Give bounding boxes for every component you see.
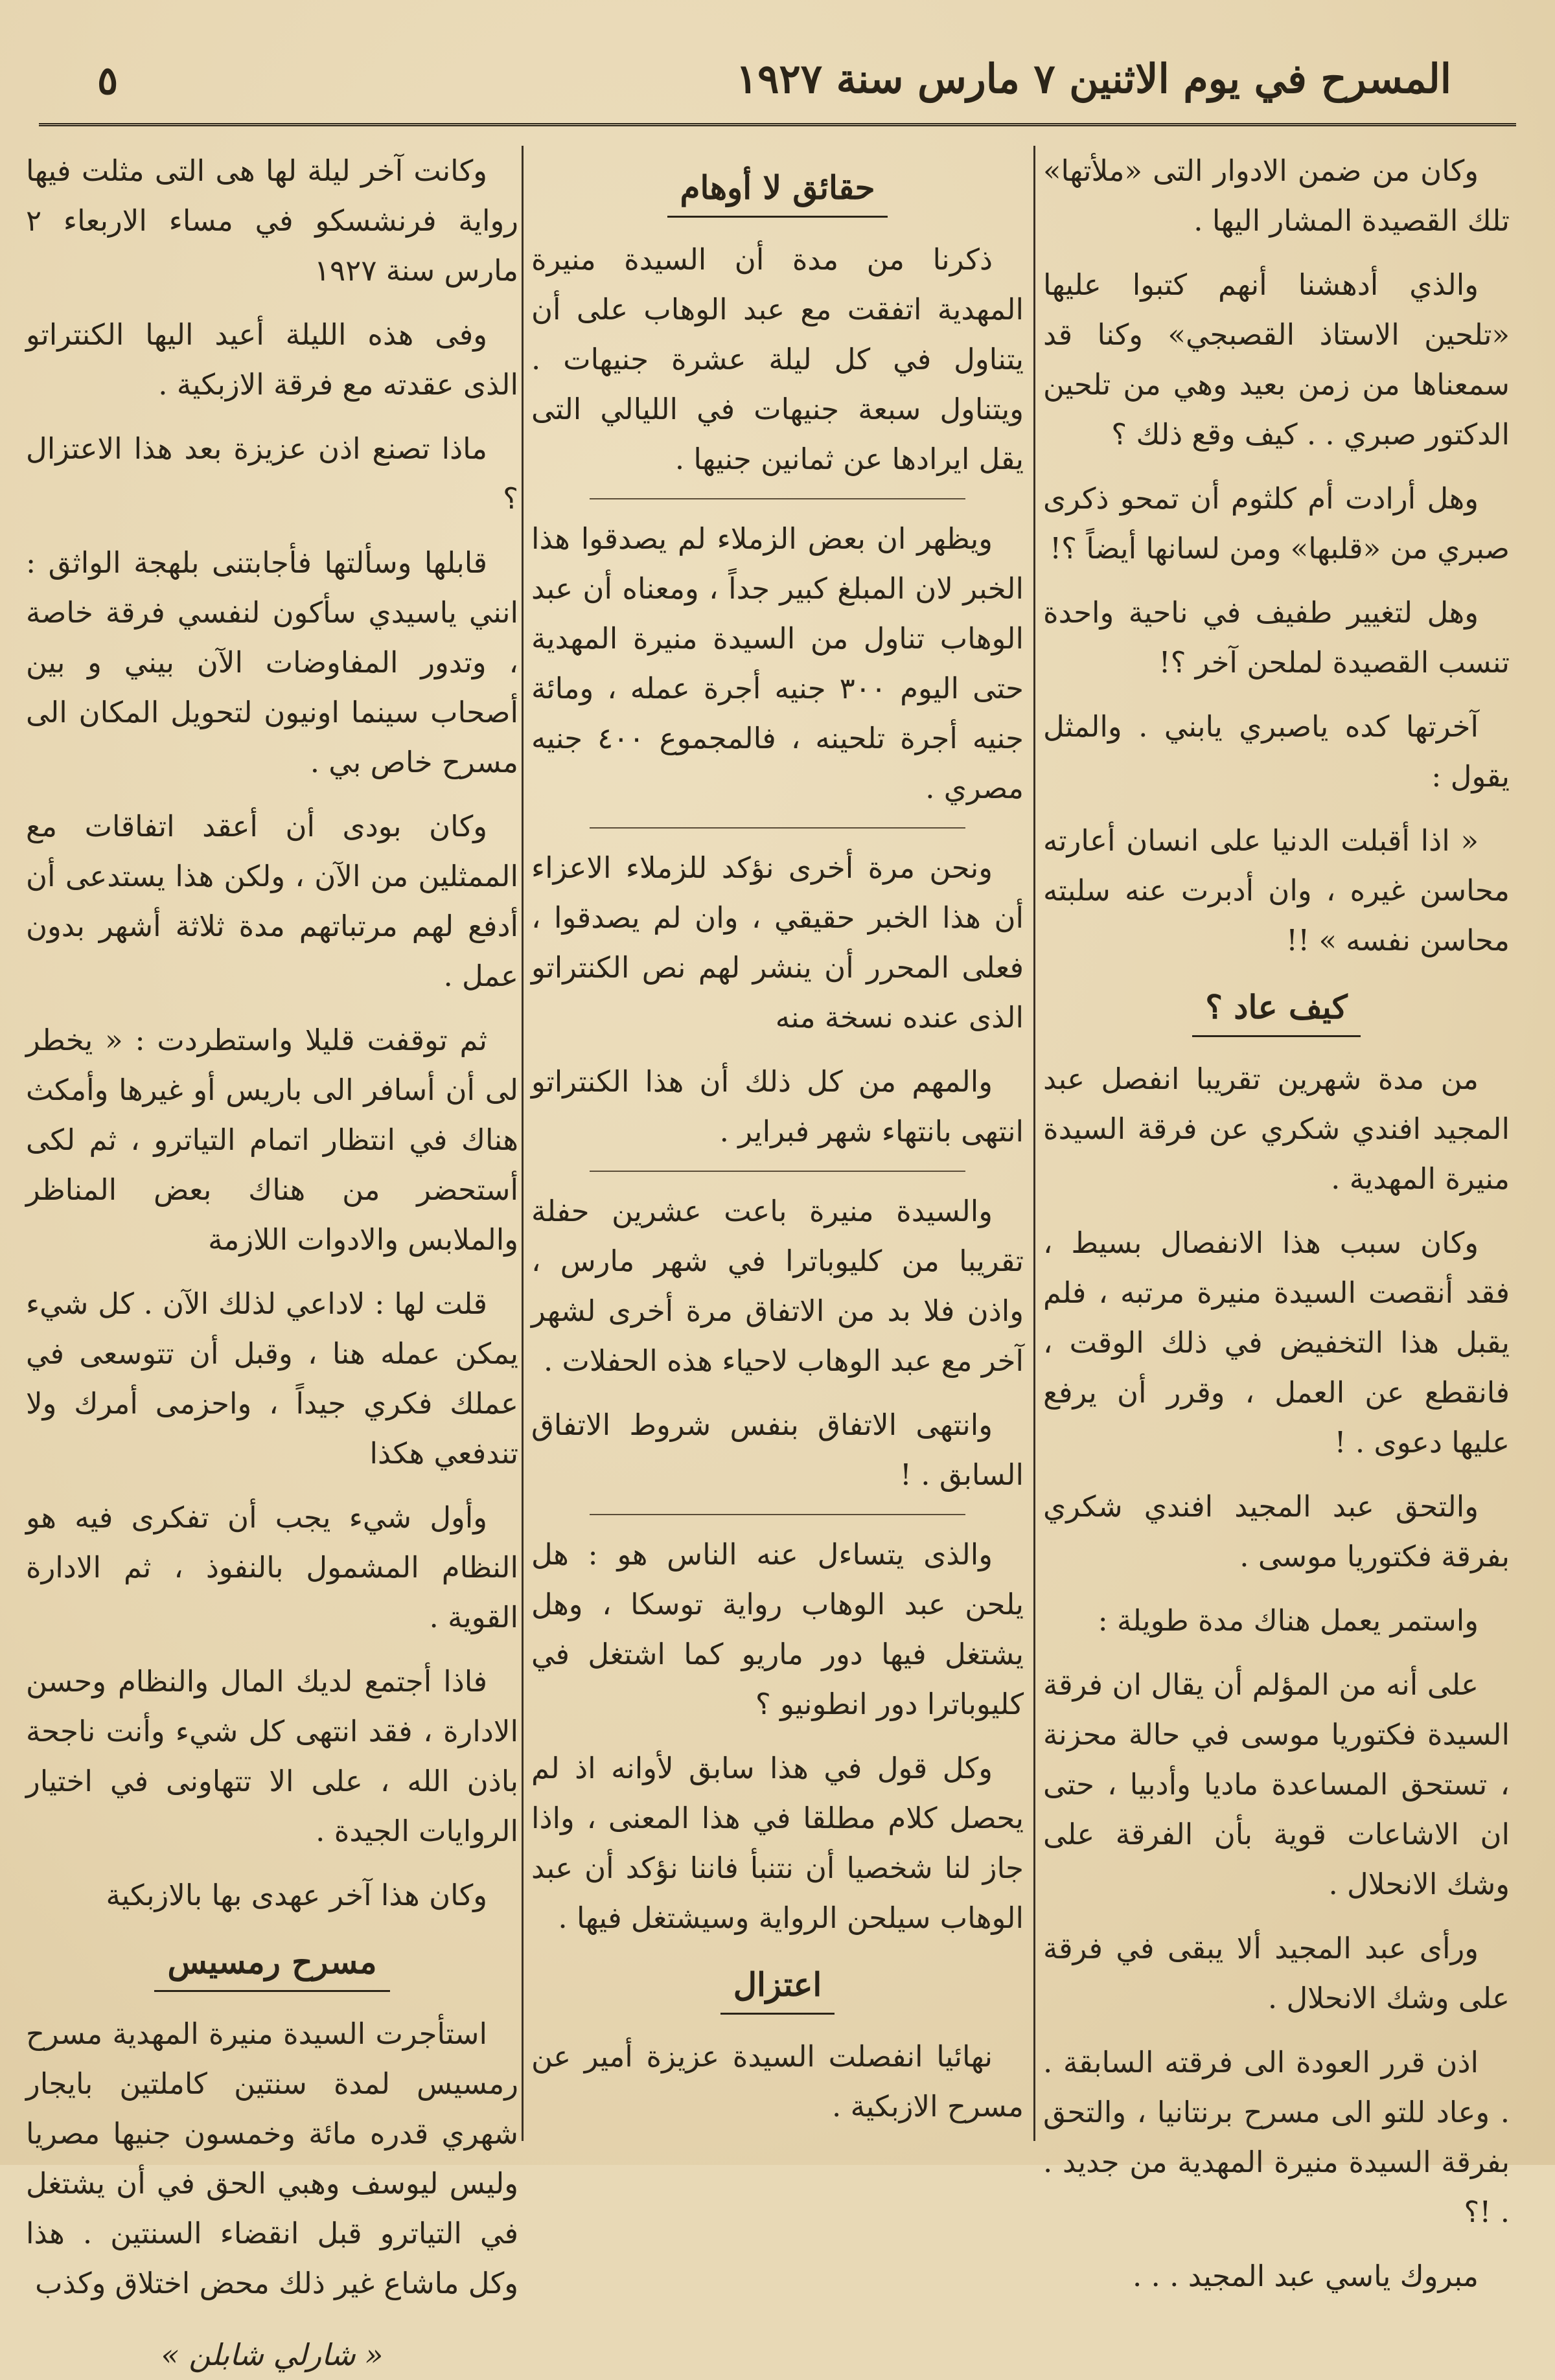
section-heading-text: مسرح رمسيس — [154, 1939, 389, 1992]
paragraph: قلت لها : لاداعي لذلك الآن . كل شيء يمكن عمله هنا ، وقبل أن تتوسعى في عملك فكري جيداً ، واحزمى أمرك ولا تندفعي هكذا — [26, 1287, 518, 1470]
paragraph: والذى يتساءل عنه الناس هو : هل يلحن عبد الوهاب رواية توسكا ، وهل يشتغل فيها دور ماريو كما اشتغل في كليوباترا دور انطونيو ؟ — [531, 1537, 1024, 1721]
paragraph: من مدة شهرين تقريبا انفصل عبد المجيد افندي شكري عن فرقة السيدة منيرة المهدية . — [1043, 1062, 1510, 1196]
paragraph: والذي أدهشنا أنهم كتبوا عليها «تلحين الاستاذ القصبجي» وكنا قد سمعناها من زمن بعيد وهي من تلحين الدكتور صبري . . كيف وقع ذلك ؟ — [1043, 268, 1510, 452]
divider-rule — [590, 1171, 965, 1172]
paragraph: وهل أرادت أم كلثوم أن تمحو ذكرى صبري من «قلبها» ومن لسانها أيضاً ؟! — [1043, 481, 1510, 566]
paragraph: « اذا أقبلت الدنيا على انسان أعارته محاسن غيره ، وان أدبرت عنه سلبته محاسن نفسه » !! — [1043, 823, 1510, 957]
column-middle — [531, 146, 1024, 2141]
signature: « شارلي شابلن » — [161, 2337, 384, 2372]
paragraph: وانتهى الاتفاق بنفس شروط الاتفاق السابق . ! — [531, 1408, 1024, 1492]
column-divider — [1033, 146, 1035, 2141]
section-heading-text: كيف عاد ؟ — [1192, 985, 1360, 1037]
paragraph: ونحن مرة أخرى نؤكد للزملاء الاعزاء أن هذا الخبر حقيقي ، وان لم يصدقوا ، فعلى المحرر أن ينشر لهم نص الكنتراتو الذى عنده نسخة منه — [531, 851, 1024, 1035]
paragraph: والسيدة منيرة باعت عشرين حفلة تقريبا من كليوباترا في شهر مارس ، واذن فلا بد من الاتفاق مرة أخرى لشهر آخر مع عبد الوهاب لاحياء هذه الحفلات . — [531, 1194, 1024, 1378]
section-heading — [531, 165, 1024, 218]
paragraph: وكانت آخر ليلة لها هى التى مثلت فيها رواية فرنشسكو في مساء الاربعاء ٢ مارس سنة ١٩٢٧ — [26, 154, 518, 288]
divider-rule — [590, 1514, 965, 1515]
header-rule — [39, 123, 1516, 126]
paragraph: نهائيا انفصلت السيدة عزيزة أمير عن مسرح الازبكية . — [531, 2039, 1024, 2123]
paragraph: استأجرت السيدة منيرة المهدية مسرح رمسيس لمدة سنتين كاملتين بايجار شهري قدره مائة وخمسون جنيها مصريا وليس ليوسف وهبي الحق في أن يشتغل في التياترو قبل انقضاء السنتين . هذا وكل ماشاع غير ذلك محض اختلاق وكذب — [26, 2017, 518, 2300]
paragraph: وكل قول في هذا سابق لأوانه اذ لم يحصل كلام مطلقا في هذا المعنى ، واذا جاز لنا شخصيا أن نتنبأ فاننا نؤكد أن عبد الوهاب سيلحن الرواية وسيشتغل فيها . — [531, 1751, 1024, 1935]
paragraph: وكان من ضمن الادوار التى «ملأتها» تلك القصيدة المشار اليها . — [1043, 154, 1510, 238]
paragraph: مبروك ياسي عبد المجيد . . . — [1132, 2259, 1479, 2293]
paragraph: وفى هذه الليلة أعيد اليها الكنتراتو الذى عقدته مع فرقة الازبكية . — [26, 317, 518, 402]
paragraph: والمهم من كل ذلك أن هذا الكنتراتو انتهى بانتهاء شهر فبراير . — [531, 1064, 1024, 1149]
divider-rule — [590, 498, 965, 499]
paragraph: واستمر يعمل هناك مدة طويلة : — [1098, 1603, 1479, 1638]
running-head: المسرح في يوم الاثنين ٧ مارس سنة ١٩٢٧ — [735, 55, 1451, 102]
paragraph: اذن قرر العودة الى فرقته السابقة . . وعاد للتو الى مسرح برنتانيا ، والتحق بفرقة السيدة منيرة المهدية من جديد . . !؟ — [1043, 2045, 1510, 2229]
paragraph: ماذا تصنع اذن عزيزة بعد هذا الاعتزال ؟ — [26, 431, 518, 516]
section-heading-text: حقائق لا أوهام — [667, 165, 888, 218]
page-header — [0, 0, 1555, 136]
paragraph: وهل لتغيير طفيف في ناحية واحدة تنسب القصيدة لملحن آخر ؟! — [1043, 595, 1510, 680]
paragraph: ورأى عبد المجيد ألا يبقى في فرقة على وشك الانحلال . — [1043, 1931, 1510, 2015]
paragraph: وأول شيء يجب أن تفكرى فيه هو النظام المشمول بالنفوذ ، ثم الادارة القوية . — [26, 1500, 518, 1634]
page-number: ٥ — [97, 58, 119, 104]
paragraph: فاذا أجتمع لديك المال والنظام وحسن الادارة ، فقد انتهى كل شيء وأنت ناجحة باذن الله ، على الا تتهاونى في اختيار الروايات الجيدة . — [26, 1664, 518, 1848]
paragraph: آخرتها كده ياصبري يابني . والمثل يقول : — [1043, 709, 1510, 794]
column-divider — [522, 146, 524, 2141]
paragraph: وكان بودى أن أعقد اتفاقات مع الممثلين من الآن ، ولكن هذا يستدعى أن أدفع لهم مرتباتهم مدة ثلاثة أشهر بدون عمل . — [26, 809, 518, 993]
section-heading — [1043, 985, 1510, 1037]
paragraph: وكان هذا آخر عهدى بها بالازبكية — [106, 1878, 487, 1912]
section-heading — [531, 1962, 1024, 2015]
divider-rule — [590, 827, 965, 829]
column-left — [26, 146, 518, 2372]
paragraph: ذكرنا من مدة أن السيدة منيرة المهدية اتفقت مع عبد الوهاب على أن يتناول في كل ليلة عشرة جنيهات . ويتناول سبعة جنيهات في الليالي التى يقل ايرادها عن ثمانين جنيها . — [531, 242, 1024, 476]
paragraph: وكان سبب هذا الانفصال بسيط ، فقد أنقصت السيدة منيرة مرتبه ، فلم يقبل هذا التخفيض في ذلك الوقت ، فانقطع عن العمل ، وقرر أن يرفع عليها دعوى . ! — [1043, 1226, 1510, 1459]
section-heading-text: اعتزال — [720, 1962, 835, 2015]
column-right — [1043, 146, 1510, 2293]
paragraph: ثم توقفت قليلا واستطردت : « يخطر لى أن أسافر الى باريس أو غيرها وأمكث هناك في انتظار اتمام التياترو ، ثم لكى أستحضر من هناك بعض المناظر والملابس والادوات اللازمة — [26, 1023, 518, 1257]
paragraph: على أنه من المؤلم أن يقال ان فرقة السيدة فكتوريا موسى في حالة محزنة ، تستحق المساعدة ماديا وأدبيا ، حتى ان الاشاعات قوية بأن الفرقة على وشك الانحلال . — [1043, 1667, 1510, 1901]
section-heading — [26, 1939, 518, 1992]
paragraph: ويظهر ان بعض الزملاء لم يصدقوا هذا الخبر لان المبلغ كبير جداً ، ومعناه أن عبد الوهاب تناول من السيدة منيرة المهدية حتى اليوم ٣٠٠ جنيه أجرة عمله ، ومائة جنيه أجرة تلحينه ، فالمجموع ٤٠٠ جنيه مصري . — [531, 521, 1024, 805]
paragraph: والتحق عبد المجيد افندي شكري بفرقة فكتوريا موسى . — [1043, 1489, 1510, 1573]
paragraph: قابلها وسألتها فأجابتنى بلهجة الواثق : انني ياسيدي سأكون لنفسي فرقة خاصة ، وتدور المفاوضات الآن بيني و بين أصحاب سينما اونيون لتحويل المكان الى مسرح خاص بي . — [26, 545, 518, 779]
